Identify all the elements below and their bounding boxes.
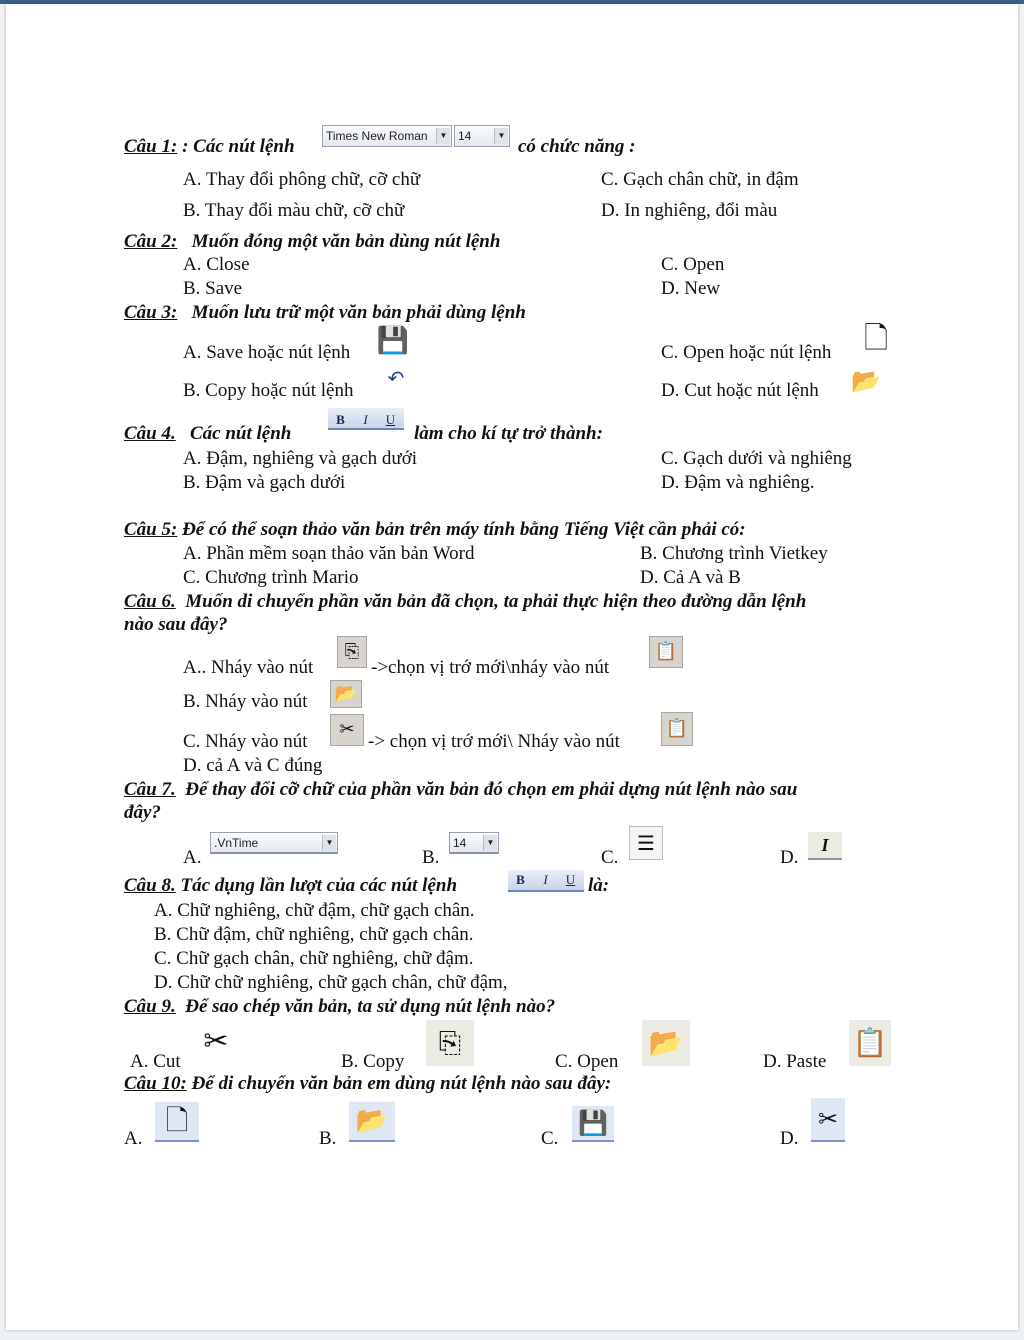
q1-option-c: C. Gạch chân chữ, in đậm bbox=[601, 169, 799, 190]
open-folder-icon: 📂 bbox=[642, 1020, 690, 1066]
q10-option-d: D. bbox=[780, 1128, 799, 1149]
q2-title: Câu 2: Muốn đóng một văn bản dùng nút lệnh bbox=[124, 231, 501, 252]
open-folder-icon: 📂 bbox=[349, 1102, 395, 1142]
new-document-icon: 🗋 bbox=[155, 1102, 199, 1142]
q7-option-a: A. bbox=[183, 847, 202, 868]
q5-option-d: D. Cả A và B bbox=[640, 567, 741, 588]
q6-title-line2: nào sau đây? bbox=[124, 614, 228, 635]
q9-option-a: A. Cut bbox=[130, 1051, 181, 1072]
q8-option-b: B. Chữ đậm, chữ nghiêng, chữ gạch chân. bbox=[154, 924, 474, 945]
q9-option-d: D. Paste bbox=[763, 1051, 827, 1072]
paste-icon: 📋 bbox=[649, 636, 683, 668]
q8-title: Câu 8. Tác dụng lần lượt của các nút lệnh bbox=[124, 875, 458, 896]
q10-option-c: C. bbox=[541, 1128, 559, 1149]
q3-option-d: D. Cut hoặc nút lệnh bbox=[661, 380, 819, 401]
new-document-icon: 🗋 bbox=[863, 321, 889, 356]
q10-title: Câu 10: Để di chuyển văn bản em dùng nút lệnh nào sau đây: bbox=[124, 1073, 612, 1094]
q3-title: Câu 3: Muốn lưu trữ một văn bản phải dùng lệnh bbox=[124, 302, 526, 323]
q8-title-end: là: bbox=[588, 875, 610, 896]
cut-icon: ✂ bbox=[330, 714, 364, 746]
q3-option-c: C. Open hoặc nút lệnh bbox=[661, 342, 832, 363]
q1-option-b: B. Thay đổi màu chữ, cỡ chữ bbox=[183, 200, 405, 221]
q9-option-b: B. Copy bbox=[341, 1051, 405, 1072]
save-icon: 💾 bbox=[376, 326, 410, 356]
underline-icon: U bbox=[385, 412, 396, 427]
q7-font-size-combo: 14 ▼ bbox=[449, 832, 499, 854]
q7-title: Câu 7. Để thay đổi cỡ chữ của phần văn bản đó chọn em phải dựng nút lệnh nào sau bbox=[124, 779, 798, 800]
q2-option-c: C. Open bbox=[661, 254, 725, 275]
q6-title: Câu 6. Muốn di chuyển phần văn bản đã chọn, ta phải thực hiện theo đường dẫn lệnh bbox=[124, 591, 807, 612]
q10-option-b: B. bbox=[319, 1128, 337, 1149]
save-icon: 💾 bbox=[572, 1106, 614, 1142]
q8-format-toolbar bbox=[508, 870, 584, 892]
q6-option-b: B. Nháy vào nút bbox=[183, 691, 308, 712]
q7-option-d: D. bbox=[780, 847, 799, 868]
q6-option-a-start: A.. Nháy vào nút bbox=[183, 657, 314, 678]
q7-font-name-combo: .VnTime ▼ bbox=[210, 832, 338, 854]
q1-title: Câu 1: : Các nút lệnh bbox=[124, 136, 295, 157]
q5-option-a: A. Phần mềm soạn thảo văn bản Word bbox=[183, 543, 475, 564]
q8-option-d: D. Chữ chữ nghiêng, chữ gạch chân, chữ đậm, bbox=[154, 972, 508, 993]
italic-button-icon: I bbox=[808, 832, 842, 860]
cut-icon: ✂ bbox=[811, 1098, 845, 1142]
q8-option-a: A. Chữ nghiêng, chữ đậm, chữ gạch chân. bbox=[154, 900, 475, 921]
q1-title-end: có chức năng : bbox=[518, 136, 636, 157]
q2-option-a: A. Close bbox=[183, 254, 250, 275]
q6-option-c-start: C. Nháy vào nút bbox=[183, 731, 308, 752]
q4-option-b: B. Đậm và gạch dưới bbox=[183, 472, 346, 493]
q3-option-b: B. Copy hoặc nút lệnh bbox=[183, 380, 354, 401]
q2-option-d: D. New bbox=[661, 278, 721, 299]
open-folder-icon: 📂 bbox=[330, 680, 362, 708]
cut-icon: ✂ bbox=[203, 1024, 229, 1059]
q1-font-name-combo: Times New Roman ▼ bbox=[322, 125, 452, 147]
italic-icon: I bbox=[363, 412, 368, 427]
q1-font-size-combo: 14 ▼ bbox=[454, 125, 510, 147]
q5-option-b: B. Chương trình Vietkey bbox=[640, 543, 828, 564]
q9-option-c: C. Open bbox=[555, 1051, 619, 1072]
q4-format-toolbar bbox=[328, 408, 404, 430]
q4-option-c: C. Gạch dưới và nghiêng bbox=[661, 448, 852, 469]
q1-option-a: A. Thay đổi phông chữ, cỡ chữ bbox=[183, 169, 421, 190]
paste-icon: 📋 bbox=[661, 712, 693, 746]
open-folder-icon: 📂 bbox=[851, 367, 881, 395]
undo-icon: ↶ bbox=[387, 366, 405, 390]
underline-icon: U bbox=[565, 872, 576, 887]
q4-title: Câu 4. Các nút lệnh bbox=[124, 423, 292, 444]
q9-title: Câu 9. Để sao chép văn bản, ta sử dụng nút lệnh nào? bbox=[124, 996, 556, 1017]
q6-option-a-end: ->chọn vị trớ mới\nháy vào nút bbox=[371, 657, 610, 678]
copy-icon: ⎘ bbox=[426, 1020, 474, 1066]
q4-option-d: D. Đậm và nghiêng. bbox=[661, 472, 815, 493]
q2-option-b: B. Save bbox=[183, 278, 243, 299]
bold-icon: B bbox=[336, 412, 345, 427]
bold-icon: B bbox=[516, 872, 525, 887]
paste-icon: 📋 bbox=[849, 1020, 891, 1066]
align-icon: ☰ bbox=[629, 826, 663, 860]
document-page bbox=[6, 4, 1018, 1330]
q1-option-d: D. In nghiêng, đổi màu bbox=[601, 200, 778, 221]
q7-title-line2: đây? bbox=[124, 802, 161, 823]
q8-option-c: C. Chữ gạch chân, chữ nghiêng, chữ đậm. bbox=[154, 948, 474, 969]
q7-option-b: B. bbox=[422, 847, 440, 868]
q4-option-a: A. Đậm, nghiêng và gạch dưới bbox=[183, 448, 418, 469]
q4-title-end: làm cho kí tự trở thành: bbox=[414, 423, 603, 444]
italic-icon: I bbox=[543, 872, 548, 887]
q3-option-a: A. Save hoặc nút lệnh bbox=[183, 342, 351, 363]
q10-option-a: A. bbox=[124, 1128, 143, 1149]
q5-option-c: C. Chương trình Mario bbox=[183, 567, 359, 588]
q7-option-c: C. bbox=[601, 847, 619, 868]
copy-icon: ⎘ bbox=[337, 636, 367, 668]
q5-title: Câu 5: Để có thể soạn thảo văn bản trên máy tính bằng Tiếng Việt cần phải có: bbox=[124, 519, 746, 540]
q6-option-d: D. cả A và C đúng bbox=[183, 755, 323, 776]
q6-option-c-end: -> chọn vị trớ mới\ Nháy vào nút bbox=[368, 731, 620, 752]
